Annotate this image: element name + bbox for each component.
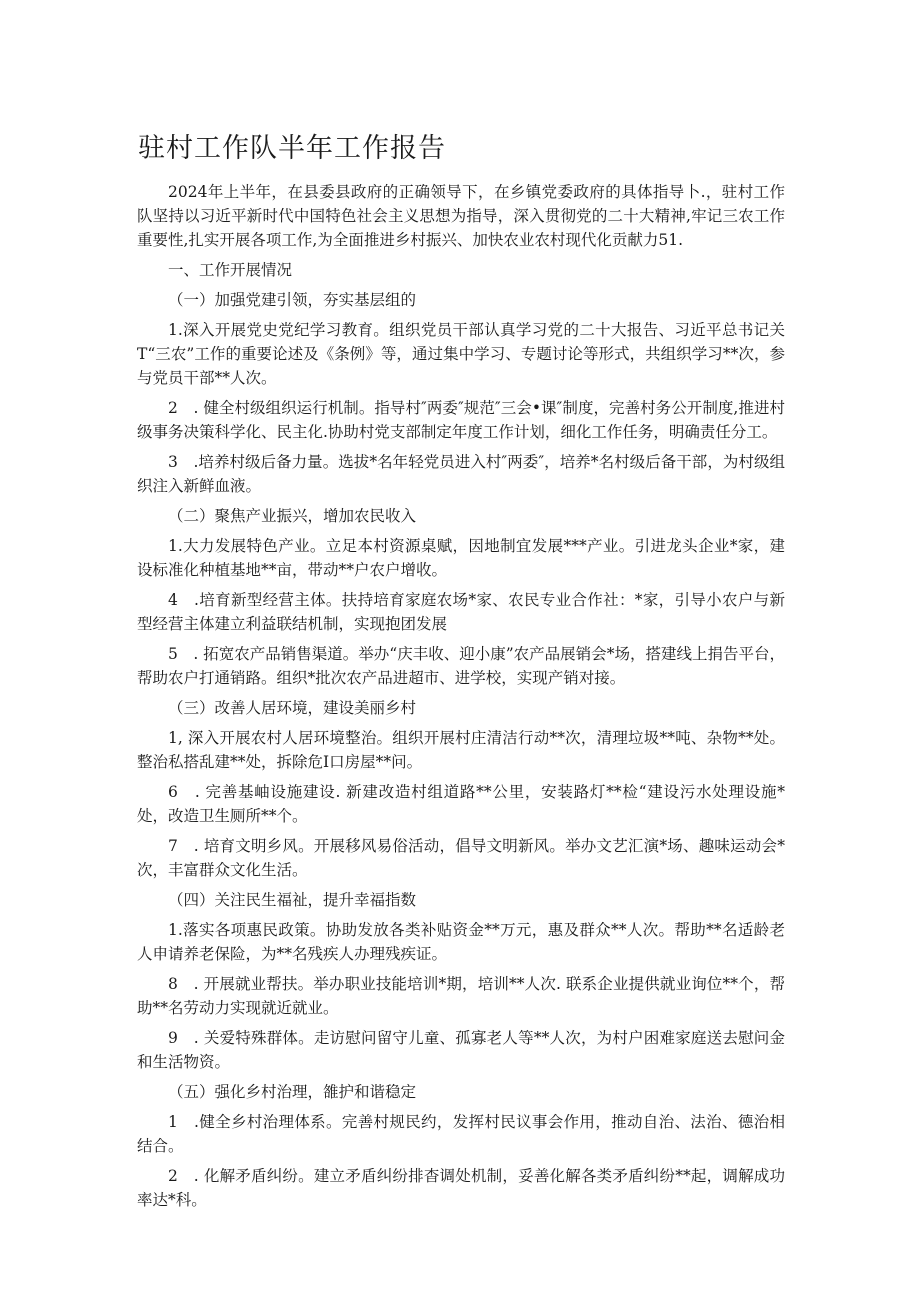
section-heading: 一、工作开展情况 [168, 261, 293, 279]
body-paragraph: 7 . 培育文明乡风。开展移风易俗活动，倡导文明新风。举办文艺汇演*场、趣味运动会*次，丰富群众文化生活。 [137, 837, 785, 879]
subsection-heading: （二）聚焦产业振兴，增加农民收入 [168, 507, 417, 525]
body-paragraph: 9 . 关爱特殊群体。走访慰问留守儿童、孤寡老人等**人次，为村户困难家庭送去慰问金和生活物资。 [137, 1029, 785, 1071]
subsection-heading: （四）关注民生福祉，提升幸福指数 [168, 891, 417, 909]
body-paragraph: 1, 深入开展农村人居环境整治。组织开展村庄清洁行动**次，清理垃圾**吨、杂物**处。整治私搭乱建**处，拆除危I口房屋**问。 [137, 729, 785, 771]
body-paragraph: 1 .健全乡村治理体系。完善村规民约，发挥村民议事会作用，推动自治、法治、德治相结合。 [137, 1113, 785, 1155]
body-paragraph: 4 .培育新型经营主体。扶持培育家庭农场*家、农民专业合作社：*家，引导小农户与新型经营主体建立利益联结机制，实现抱团发展 [137, 591, 785, 633]
subsection-heading: （一）加强党建引领，夯实基层组的 [168, 291, 417, 309]
document-title: 驻村工作队半年工作报告 [138, 133, 446, 164]
body-paragraph: 8 . 开展就业帮扶。举办职业技能培训*期，培训**人次. 联系企业提供就业询位**个，帮助**名劳动力实现就近就业。 [137, 975, 785, 1017]
body-paragraph: 1.落实各项惠民政策。协助发放各类补贴资金**万元，惠及群众**人次。帮助**名适龄老人申请养老保险，为**名残疾人办理残疾证。 [137, 921, 785, 963]
body-paragraph: 3 .培养村级后备力量。选拔*名年轻党员进入村″两委″，培养*名村级后备干部，为村级组织注入新鲜血液。 [137, 453, 785, 495]
subsection-heading: （三）改善人居环境，建设美丽乡村 [168, 699, 417, 717]
body-paragraph: 6 . 完善基岫设施建设. 新建改造村组道路**公里，安装路灯**检“建设污水处理设施*处，改造卫生厕所**个。 [137, 783, 785, 825]
body-paragraph: 2024年上半年，在县委县政府的正确领导下，在乡镇党委政府的具体指导卜.，驻村工作队坚持以习近平新时代中国特色社会主义思想为指导，深入贯彻党的二十大精神,牢记三农工作重要性,扎实开展各项工作,为全面推进乡村振兴、加快农业农村现代化贡献力51. [137, 183, 785, 249]
body-paragraph: 5 . 拓宽农产品销售渠道。举办“庆丰收、迎小康”农产品展销会*场，搭建线上捐告平台，帮助农户打通销路。组织*批次农产品进超市、进学校，实现产销对接。 [137, 645, 785, 687]
body-paragraph: 2 . 健全村级组织运行机制。指导村″两委″规范″三会•课″制度，完善村务公开制度,推进村级事务决策科学化、民主化.协助村党支部制定年度工作计划，细化工作任务，明确责任分工。 [137, 399, 785, 441]
subsection-heading: （五）强化乡村治理，雒护和谐稳定 [168, 1083, 417, 1101]
body-paragraph: 1.大力发展特色产业。立足本村资源桌赋，因地制宜发展***产业。引进龙头企业*家，建设标准化种植基地**亩，带动**户农户增收。 [137, 537, 785, 579]
document-body [137, 180, 785, 1218]
body-paragraph: 1.深入开展党史党纪学习教育。组织党员干部认真学习党的二十大报告、习近平总书记关T“三农”工作的重要论述及《条例》等，通过集中学习、专题讨论等形式，共组织学习**次，参与党员干部**人次。 [137, 321, 785, 387]
body-paragraph: 2 . 化解矛盾纠纷。建立矛盾纠纷排杳调处机制，妥善化解各类矛盾纠纷**起，调解成功率达*科。 [137, 1167, 785, 1209]
